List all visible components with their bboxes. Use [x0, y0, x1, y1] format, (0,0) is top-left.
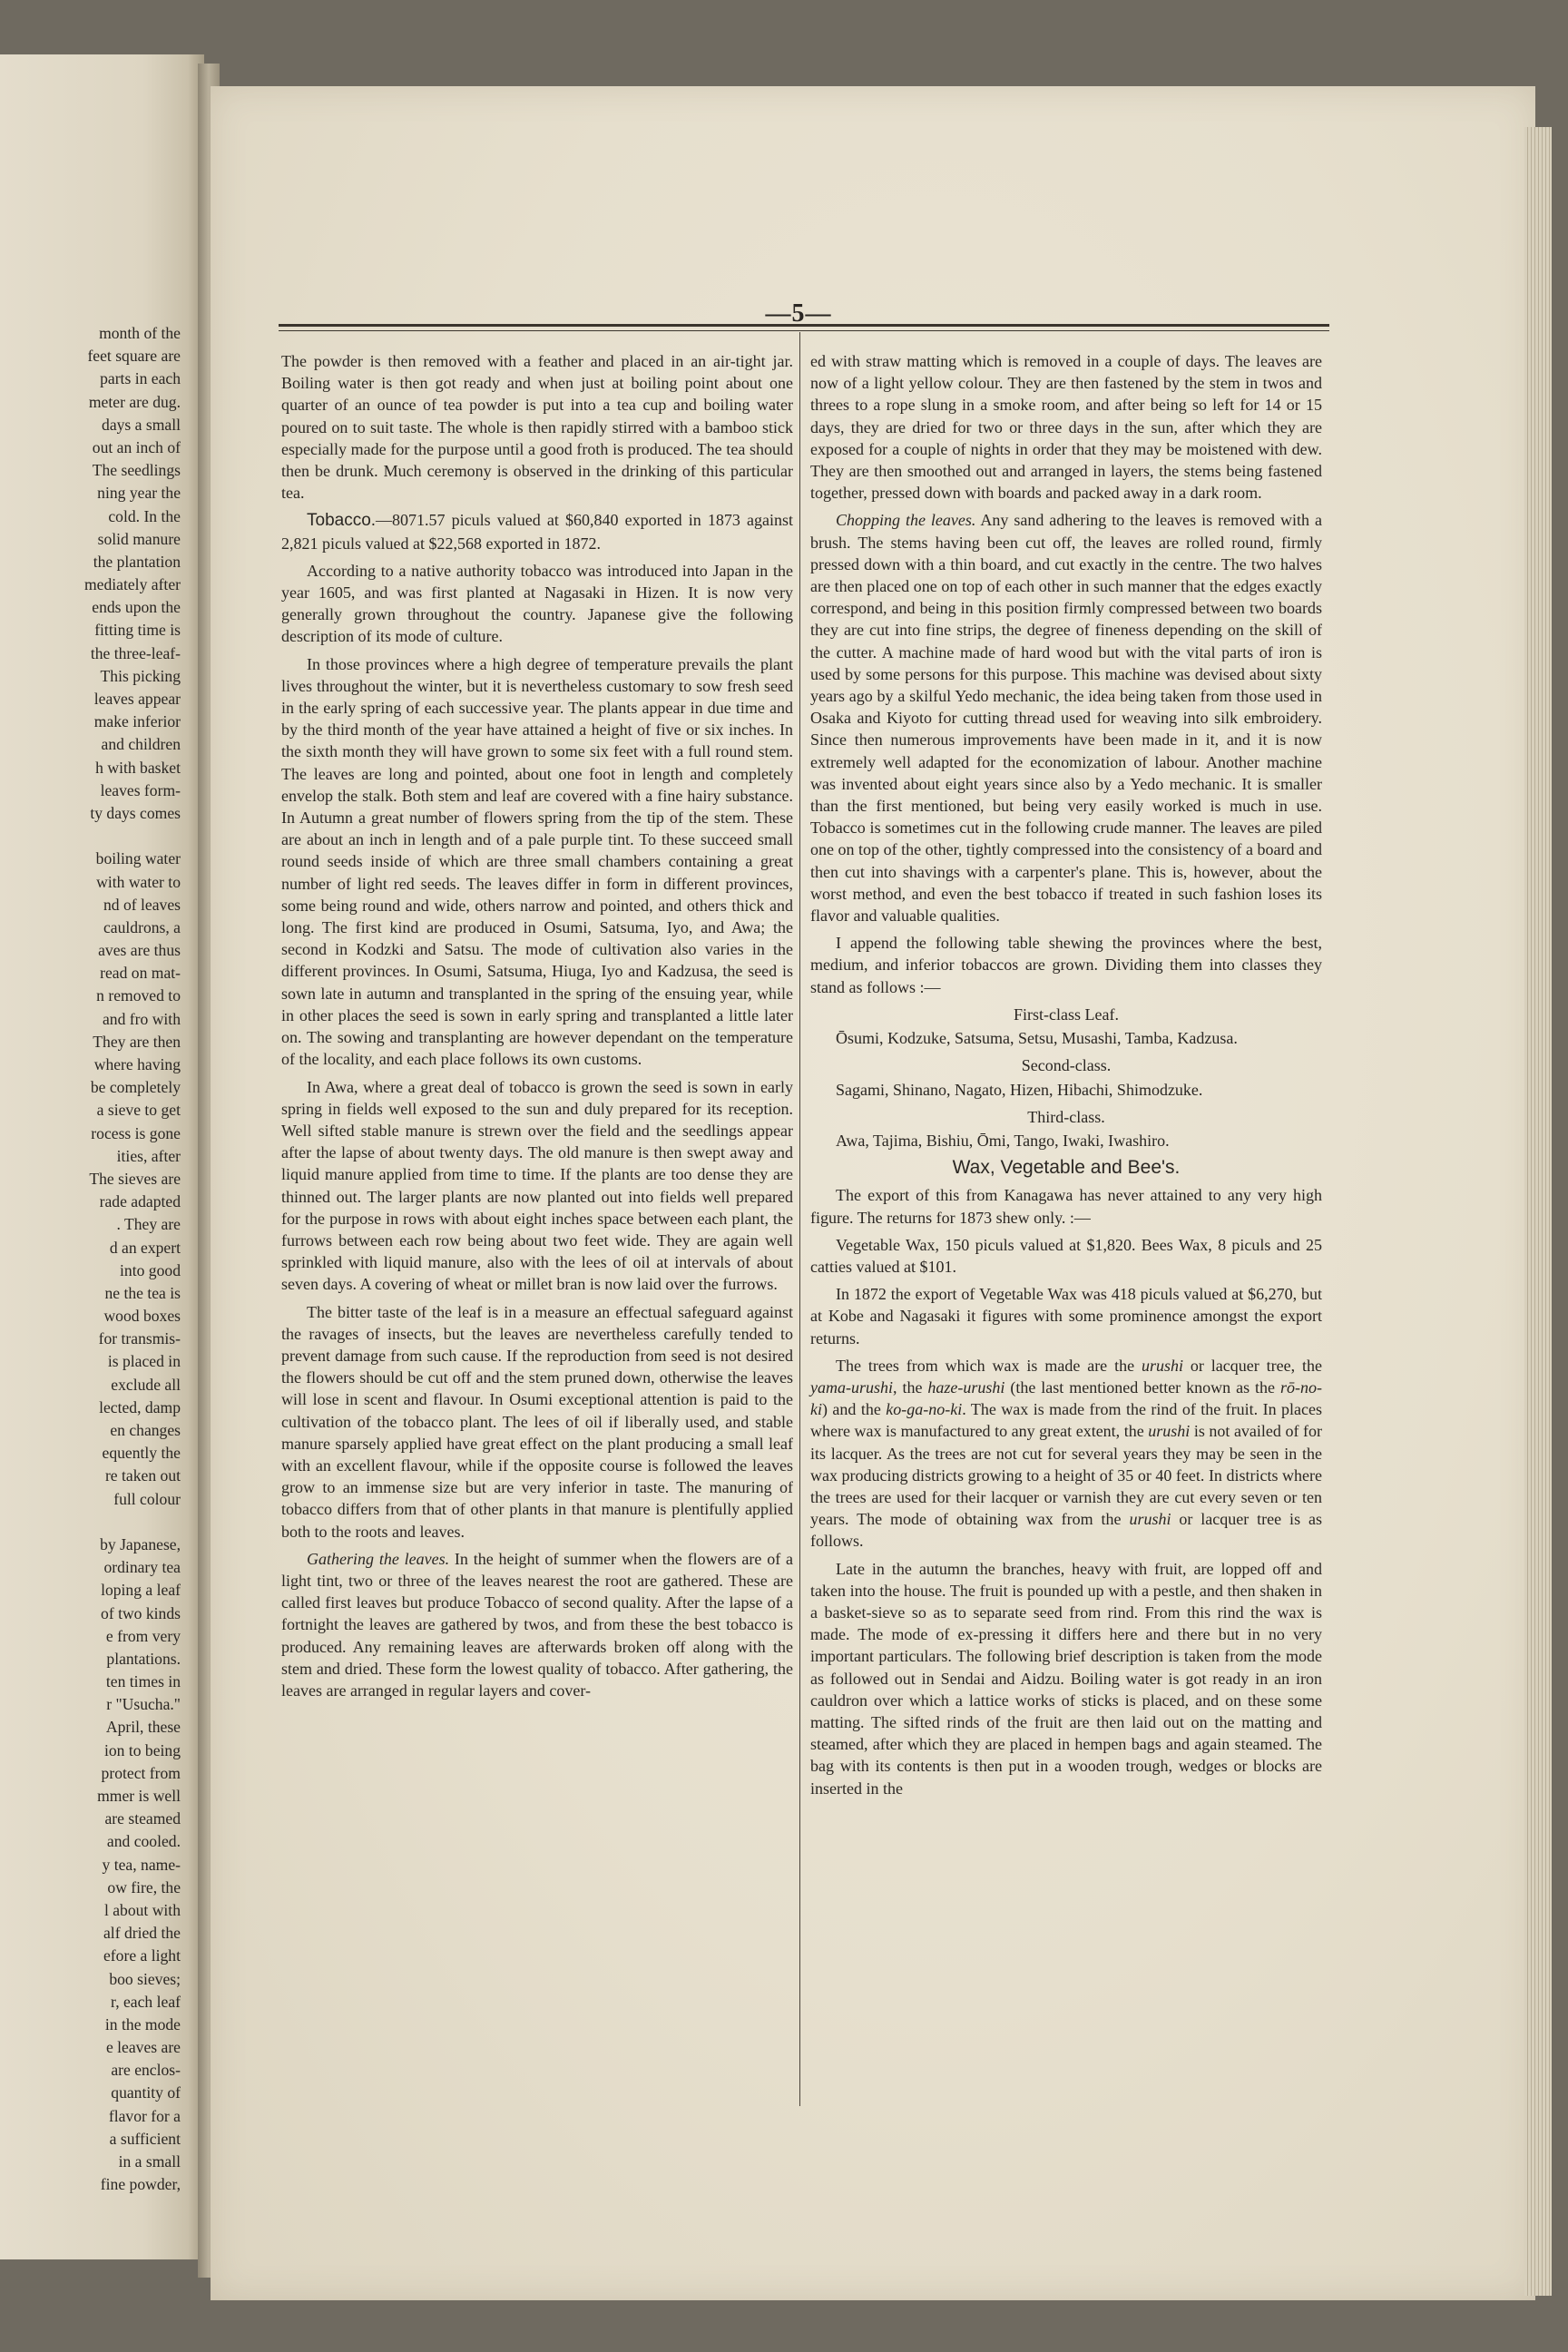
- left-page-line: n removed to: [96, 986, 181, 1005]
- wax-trees-text-8: or lacquer tree is as follows.: [810, 1510, 1322, 1551]
- left-page-line: l about with: [103, 1900, 181, 1919]
- left-page-line: wood boxes: [103, 1307, 181, 1326]
- left-page-line: fine powder,: [100, 2175, 181, 2194]
- left-page-line: protect from: [101, 1763, 181, 1782]
- left-page-line: lected, damp: [99, 1397, 181, 1416]
- left-page-line: are enclos-: [111, 2061, 181, 2080]
- first-class-list: Ōsumi, Kodzuke, Satsuma, Setsu, Musashi, Tamba, Kadzusa.: [836, 1029, 1238, 1048]
- left-page-line: and children: [101, 735, 181, 754]
- left-page-line: . They are: [116, 1215, 181, 1234]
- first-class-heading: First-class Leaf.: [1014, 1004, 1119, 1024]
- left-page-line: loping a leaf: [101, 1581, 181, 1600]
- left-page-line: en changes: [110, 1421, 181, 1439]
- wax-process: Late in the autumn the branches, heavy with fruit, are lopped off and taken into the house. The fruit is pounded up with a pestle, and then shaken in a basket-sieve so as to separate seed from rind. From this rind the wax is made. The mode of ex-pressing it differs here and there but in no very important particulars. The following brief description is taken from the mode as followed out in Sendai and Aidzu. Boiling water is got ready in an iron cauldron over which a lattice works of sticks is placed, and on these some matting. The sifted rinds of the fruit are then laid out on the matting and steamed, after which they are placed in hempen bags and again steamed. The bag with its contents is then put in a wooden trough, wedges or blocks are inserted in the: [810, 1559, 1322, 1798]
- left-page-line: month of the: [99, 324, 181, 342]
- page-edges: [1524, 127, 1552, 2296]
- wax-trees-text-1: The trees from which wax is made are the: [836, 1356, 1142, 1375]
- left-page-line: flavor for a: [108, 2106, 181, 2125]
- term-urushi-3: urushi: [1129, 1510, 1171, 1529]
- left-page-line: in the mode: [104, 2014, 181, 2034]
- left-page-line: rocess is gone: [91, 1123, 181, 1142]
- column-right: [810, 350, 1322, 1805]
- left-page-line: make inferior: [93, 712, 181, 731]
- page-number-value: 5: [791, 299, 806, 328]
- header-rule-thin: [279, 330, 1329, 331]
- left-page-line: feet square are: [87, 347, 181, 366]
- tobacco-intro: [281, 509, 793, 554]
- left-page-line: aves are thus: [98, 941, 181, 960]
- left-page-line: out an inch of: [92, 437, 181, 456]
- left-page-line: quantity of: [111, 2083, 181, 2102]
- left-page-line: April, these: [105, 1718, 181, 1737]
- left-page-line: [0, 825, 181, 848]
- chopping-text: Any sand adhering to the leaves is removed with a brush. The stems having been cut off, the leaves are rolled round, firmly pressed down with a thin board, and cut exactly in the centre. The two halves are then placed one on top of each other in such manner that the edges exactly correspond, and being in this position firmly compressed between two boards they are cut into fine strips, the degree of fineness depending on the skill of the cutter. A machine made of hard wood but with the vital parts of iron is used by some persons for this purpose. This machine was devised about sixty years ago by a skilful Yedo mechanic, the idea being taken from those used in Osaka and Kiyoto for cutting thread used for weaving into silk embroidery. Since then numerous improvements have been made in it, and it is now extremely well adapted for the economization of labour. Another machine was invented about eight years since also by a Yedo mechanic. It is smaller than the first mentioned, but being very easily worked is much in use. Tobacco is sometimes cut in the following crude manner. The leaves are piled one on top of the other, tightly compressed into the consistency of a board and then cut into shavings with a carpenter's plane. This is, however, about the worst method, and even the best tobacco if treated in such fashion loses its flavor and valuable qualities.: [810, 511, 1322, 926]
- left-page-line: nd of leaves: [103, 895, 181, 914]
- wax-1872: In 1872 the export of Vegetable Wax was 418 piculs valued at $6,270, but at Kobe and Nagasaki it figures with some prominence amongst the export returns.: [810, 1285, 1322, 1348]
- left-page-line: exclude all: [111, 1375, 181, 1394]
- left-page-line: of two kinds: [101, 1603, 181, 1622]
- left-page-line: where having: [93, 1055, 181, 1073]
- left-page-line: the plantation: [93, 552, 181, 571]
- left-page-line: are steamed: [104, 1809, 181, 1828]
- left-page-line: into good: [120, 1260, 181, 1279]
- left-page-line: d an expert: [109, 1238, 181, 1257]
- left-page-line: cold. In the: [108, 506, 181, 525]
- left-page-line: by Japanese,: [100, 1534, 181, 1553]
- left-page-line: and cooled.: [106, 1832, 181, 1851]
- left-page-line: fitting time is: [94, 621, 181, 640]
- left-page-line: boiling water: [95, 849, 181, 868]
- term-ko-ga-no-ki: ko-ga-no-ki: [886, 1400, 963, 1419]
- left-page-line: days a small: [102, 415, 181, 434]
- left-page-line: solid manure: [97, 529, 181, 548]
- gathering-text: In the height of summer when the flowers are of a light tint, two or three of the leaves nearest the root are gathered. These are called first leaves but produce Tobacco of second quality. After the lapse of a fortnight the leaves are gathered by twos, and from these the best tobacco is produced. Any remaining leaves are afterwards broken off along with the stem and dried. These form the lowest quality of tobacco. After gathering, the leaves are arranged in regular layers and cover-: [281, 1549, 793, 1700]
- left-page-line: ends upon the: [92, 598, 181, 617]
- tobacco-history: According to a native authority tobacco was introduced into Japan in the year 1605, and was first planted at Nagasaki in Hizen. It is now very generally grown throughout the country. Japanese give the following description of its mode of culture.: [281, 561, 793, 646]
- left-page-line: and fro with: [103, 1009, 181, 1028]
- left-page-line: The seedlings: [92, 461, 181, 480]
- wax-trees: [810, 1355, 1322, 1553]
- wax-trees-text-7: is not availed of for its lacquer. As the trees are not cut for several years they may be seen in the wax producing districts growing to a height of 35 or 40 feet. In districts where the trees are used for their lacquer or varnish they are cut every seven or ten years. The mode of obtaining wax from the: [810, 1422, 1322, 1529]
- wax-trees-text-6: . The wax is made from the rind of the fruit. In places where wax is manufactured to any great extent, the: [810, 1400, 1322, 1441]
- left-page-line: meter are dug.: [88, 392, 181, 411]
- chopping-heading: Chopping the leaves.: [836, 511, 976, 530]
- left-page-line: ty days comes: [90, 803, 181, 822]
- left-page: [0, 54, 204, 2259]
- gathering-paragraph: [281, 1548, 793, 1701]
- left-page-line: e leaves are: [105, 2038, 181, 2057]
- wax-intro: The export of this from Kanagawa has never attained to any very high figure. The returns for 1873 shew only. :—: [810, 1186, 1322, 1227]
- left-page-line: efore a light: [103, 1946, 181, 1965]
- left-page-line: ning year the: [97, 484, 181, 503]
- column-left: [281, 350, 793, 1707]
- left-page-line: full colour: [113, 1489, 181, 1508]
- tobacco-heading: Tobacco.: [307, 511, 377, 531]
- wax-trees-text-2: or lacquer tree, the: [1182, 1356, 1322, 1375]
- second-class-list: Sagami, Shinano, Nagato, Hizen, Hibachi, Shimodzuke.: [836, 1080, 1203, 1099]
- wax-trees-text-5: ) and the: [822, 1400, 887, 1419]
- left-page-line: r "Usucha.": [106, 1695, 181, 1714]
- left-page-line: ion to being: [103, 1740, 181, 1759]
- left-page-line: r, each leaf: [111, 1992, 181, 2011]
- left-page-line: a sufficient: [109, 2129, 181, 2148]
- left-page-line: They are then: [93, 1032, 181, 1051]
- tea-paragraph-end: The powder is then removed with a feather and placed in an air-tight jar. Boiling water is then got ready and when just at boiling point about one quarter of an ounce of tea powder is put into a tea cup and boiling water poured on to suit taste. The whole is then rapidly stirred with a bamboo stick especially made for the purpose until a good froth is produced. The tea should then be drunk. Much ceremony is observed in the drinking of this particular tea.: [281, 352, 793, 503]
- left-page-line: ow fire, the: [107, 1877, 181, 1896]
- left-page-line: The sieves are: [89, 1169, 181, 1188]
- tobacco-export-figures: —8071.57 piculs valued at $60,840 exported in 1873 against 2,821 piculs valued at $22,568 exported in 1872.: [281, 511, 793, 553]
- third-class-heading: Third-class.: [1027, 1107, 1105, 1126]
- left-page-line: This picking: [100, 666, 181, 685]
- left-page-line: mediately after: [84, 575, 181, 594]
- left-page-line: for transmis-: [98, 1329, 181, 1348]
- left-page-line: cauldrons, a: [103, 917, 181, 936]
- left-page-line: [0, 1511, 181, 1534]
- term-urushi: urushi: [1141, 1356, 1183, 1375]
- tobacco-awa: In Awa, where a great deal of tobacco is grown the seed is sown in early spring in fields well exposed to the sun and duly prepared for its reception. Well sifted stable manure is strewn over the field and the seedlings appear after the lapse of about twenty days. The old manure is then swept away and liquid manure applied from time to time. If the plants are too dense they are thinned out. The larger plants are now planted out into fields well prepared for the purpose in rows with about eight inches space between each plant, the furrows between each row being about two feet wide. They are again well sprinkled with liquid manure, also with the lees of oil at intervals of about seven days. A covering of wheat or millet bran is now laid over the furrows.: [281, 1077, 793, 1294]
- header-rule: [279, 324, 1329, 327]
- left-page-line: ne the tea is: [104, 1283, 181, 1302]
- wax-trees-text-3: , the: [893, 1377, 928, 1396]
- left-page-line: ten times in: [105, 1672, 181, 1691]
- left-page-line: mmer is well: [97, 1787, 181, 1805]
- left-page-line: is placed in: [107, 1352, 181, 1371]
- left-page-line: parts in each: [100, 369, 181, 388]
- left-page-line: leaves form-: [100, 780, 181, 799]
- left-page-line: leaves appear: [93, 690, 181, 708]
- left-page-line: equently the: [102, 1444, 181, 1463]
- chopping-paragraph: [810, 509, 1322, 926]
- left-page-line: ordinary tea: [103, 1558, 181, 1577]
- second-class-heading: Second-class.: [1021, 1056, 1112, 1075]
- left-page-line: y tea, name-: [102, 1855, 181, 1874]
- left-page-line: the three-leaf-: [90, 643, 181, 662]
- left-page-line: boo sieves;: [109, 1969, 181, 1988]
- wax-heading: Wax, Vegetable and Bee's.: [952, 1157, 1181, 1179]
- third-class-list: Awa, Tajima, Bishiu, Ōmi, Tango, Iwaki, Iwashiro.: [836, 1131, 1170, 1150]
- classes-intro: I append the following table shewing the provinces where the best, medium, and inferior tobaccos are grown. Dividing them into classes they stand as follows :—: [810, 934, 1322, 996]
- left-page-line: read on mat-: [100, 964, 181, 983]
- wax-trees-text-4: (the last mentioned better known as the: [1004, 1377, 1280, 1396]
- left-page-line: in a small: [118, 2152, 181, 2171]
- page-number: —5—: [765, 299, 832, 328]
- left-page-text: [0, 322, 181, 2196]
- term-yama-urushi: yama-urushi: [810, 1377, 893, 1396]
- gathering-heading: Gathering the leaves.: [307, 1549, 450, 1568]
- left-page-line: ities, after: [116, 1146, 181, 1165]
- term-ro-no-ki: rō-no-ki: [810, 1377, 1322, 1419]
- left-page-line: re taken out: [104, 1466, 181, 1485]
- term-haze-urushi: haze-urushi: [927, 1377, 1005, 1396]
- left-page-line: with water to: [96, 872, 181, 891]
- left-page-line: rade adapted: [99, 1192, 181, 1211]
- term-urushi-2: urushi: [1148, 1422, 1191, 1441]
- left-page-line: be completely: [90, 1078, 181, 1097]
- wax-figures: Vegetable Wax, 150 piculs valued at $1,820. Bees Wax, 8 piculs and 25 catties valued at $101.: [810, 1235, 1322, 1276]
- column-divider: [799, 332, 800, 2106]
- left-page-line: alf dried the: [103, 1924, 181, 1943]
- drying-paragraph: ed with straw matting which is removed in a couple of days. The leaves are now of a light yellow colour. They are then fastened by the stem in twos and threes to a rope slung in a smoke room, and after being so left for 14 or 15 days, they are dried for two or three days in the sun, after which they are exposed for a couple of nights in order that they may be moistened with dew. They are then smoothed out and arranged in layers, the stems being fastened together, pressed down with boards and packed away in a dark room.: [810, 352, 1322, 503]
- left-page-line: e from very: [105, 1626, 181, 1645]
- tobacco-care: The bitter taste of the leaf is in a measure an effectual safeguard against the ravages of insects, but the leaves are nevertheless carefully tended to prevent damage from such cause. If the reproduction from seed is not desired the flowers should be cut off and the stem pruned down, otherwise the leaves will lose in scent and flavour. In Osumi exceptional attention is paid to the cultivation of the tobacco plant. The lees of oil if liberally used, and stable manure sparsely applied have great effect on the plant producing a small leaf with an excellent flavour, while if the opposite course is followed the leaves grow to an immense size but are very inferior in taste. The manuring of tobacco differs from that of other plants in that manure is plentifully applied both to the roots and leaves.: [281, 1302, 793, 1541]
- left-page-line: a sieve to get: [96, 1101, 181, 1120]
- left-page-line: h with basket: [95, 758, 181, 777]
- tobacco-cultivation: In those provinces where a high degree of temperature prevails the plant lives throughout the winter, but it is nevertheless customary to sow fresh seed in the early spring of each successive year. The plants appear in due time and by the third month of the year have attained a height of five or six inches. In the sixth month they will have grown to some six feet with a full round stem. The leaves are long and pointed, about one foot in length and completely envelop the stalk. Both stem and leaf are covered with a fine hairy substance. In Autumn a great number of flowers spring from the tip of the stem. These are about an inch in length and of a pale purple tint. To these succeed small round seeds inside of which are three small chambers containing a great number of light red seeds. The leaves differ in form in different provinces, some being round and wide, others narrow and pointed, and others thick and long. The first kind are produced in Osumi, Satsuma, Iyo, and Awa; the second in Kodzki and Satsu. The mode of cultivation also varies in the different provinces. In Osumi, Satsuma, Hiuga, Iyo and Kadzusa, the seed is sown late in autumn and transplanted in the spring of the ensuing year, while in other places the seed is sown in early spring and transplanted a little later on. The sowing and transplanting are however dependant on the temperature of the locality, and each place follows its own customs.: [281, 654, 793, 1069]
- left-page-line: plantations.: [106, 1649, 181, 1668]
